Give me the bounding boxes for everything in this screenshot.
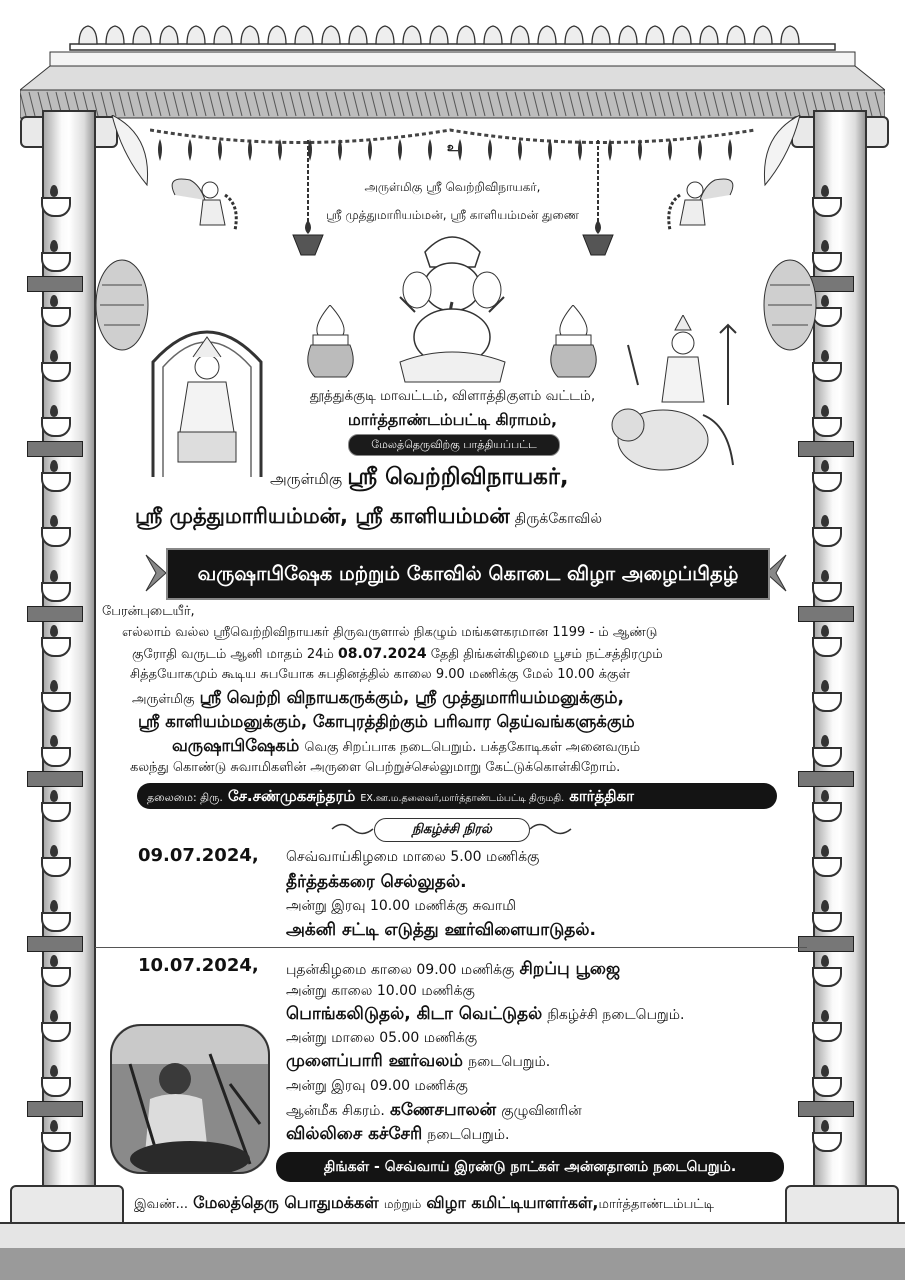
- street-badge: மேலத்தெருவிற்கு பாத்தியப்பட்ட: [348, 434, 560, 456]
- day2-time-5a: ஆன்மீக சிகரம்.: [286, 1103, 385, 1119]
- crest-dome-icon: [349, 26, 367, 44]
- lamp-flame-icon: [50, 570, 58, 582]
- flourish-left-icon: [330, 820, 375, 838]
- crest-dome-icon: [241, 26, 259, 44]
- footer-name-2: விழா கமிட்டியாளர்கள்,: [426, 1193, 599, 1212]
- lamp-flame-icon: [50, 185, 58, 197]
- roof-band: [20, 50, 885, 120]
- hanging-lamp-icon: [578, 140, 618, 270]
- lamp-flame-icon: [821, 295, 829, 307]
- crest-dome-icon: [673, 26, 691, 44]
- day1-time-2: அன்று இரவு 10.00 மணிக்கு சுவாமி: [286, 898, 516, 914]
- temple-suffix: திருக்கோவில்: [514, 511, 602, 527]
- lamp-flame-icon: [821, 570, 829, 582]
- greeting: பேரன்புடையீர்,: [102, 604, 195, 619]
- intro-line-2a: குரோதி வருடம் ஆனி மாதம் 24ம்: [132, 647, 334, 662]
- lamp-flame-icon: [821, 405, 829, 417]
- lamp-flame-icon: [821, 735, 829, 747]
- lamp-flame-icon: [50, 845, 58, 857]
- ganesha-icon: [385, 222, 520, 387]
- kalash-icon: [546, 305, 601, 383]
- crest-dome-icon: [295, 26, 313, 44]
- day2-event-5: வில்லிசை கச்சேரி: [286, 1124, 423, 1144]
- program-title: நிகழ்ச்சி நிரல்: [374, 818, 530, 842]
- lamp-flame-icon: [821, 185, 829, 197]
- day2-line-8: [286, 1124, 509, 1146]
- crest-dome-icon: [160, 26, 178, 44]
- pillar-band: [798, 441, 854, 457]
- intro-line-6: [172, 736, 640, 758]
- crest-dome-icon: [322, 26, 340, 44]
- crest-dome-icon: [268, 26, 286, 44]
- crest-dome-icon: [646, 26, 664, 44]
- lamp-flame-icon: [821, 845, 829, 857]
- event-date: 08.07.2024: [338, 646, 427, 662]
- lamp-flame-icon: [821, 350, 829, 362]
- banana-leaves-icon: [750, 115, 820, 355]
- lamp-flame-icon: [821, 955, 829, 967]
- day2-performer: கணேசபாலன்: [389, 1100, 497, 1120]
- footer-name-1: மேலத்தெரு பொதுமக்கள்: [193, 1193, 379, 1212]
- lamp-flame-icon: [50, 1120, 58, 1132]
- blessing-line-2: ஸ்ரீ முத்துமாரியம்மன், ஸ்ரீ காளியம்மன் துணை: [325, 208, 580, 222]
- day2-time-5c: குழுவினரின்: [501, 1103, 582, 1119]
- lamp-flame-icon: [821, 900, 829, 912]
- lamp-flame-icon: [821, 515, 829, 527]
- presided-name-1: சே.சண்முகசுந்தரம்: [227, 787, 356, 805]
- village-line: மார்த்தாண்டம்பட்டி கிராமம்,: [347, 410, 558, 429]
- day2-date: 10.07.2024,: [138, 955, 259, 976]
- pillaiyar-suzhi: உ: [447, 140, 458, 154]
- lamp-flame-icon: [50, 955, 58, 967]
- footer-place: மார்த்தாண்டம்பட்டி: [598, 1197, 715, 1212]
- garland-drop-icon: [218, 139, 222, 161]
- performer-photo: [110, 1024, 270, 1174]
- day2-time-1: புதன்கிழமை காலை 09.00 மணிக்கு: [286, 962, 515, 978]
- roof-crest: [60, 22, 845, 52]
- lamp-flame-icon: [50, 240, 58, 252]
- lamp-flame-icon: [50, 295, 58, 307]
- crest-dome-icon: [700, 26, 718, 44]
- footer-prefix: இவண்...: [134, 1197, 189, 1212]
- crest-dome-icon: [754, 26, 772, 44]
- intro-line-6a: வருஷாபிஷேகம்: [172, 736, 300, 755]
- day2-event-3-suffix: நடைபெறும்.: [468, 1054, 551, 1070]
- crest-dome-icon: [403, 26, 421, 44]
- crest-dome-icon: [457, 26, 475, 44]
- day1-event-2: அக்னி சட்டி எடுத்து ஊர்விளையாடுதல்.: [286, 920, 596, 940]
- temple-prefix: அருள்மிகு: [270, 470, 343, 488]
- crest-dome-icon: [79, 26, 97, 44]
- lamp-flame-icon: [821, 240, 829, 252]
- floor-shadow: [0, 1248, 905, 1280]
- day2-line-7: [286, 1100, 582, 1122]
- intro-line-4a: அருள்மிகு: [132, 692, 195, 707]
- presided-bar: [137, 783, 777, 809]
- lamp-flame-icon: [821, 625, 829, 637]
- crest-dome-icon: [592, 26, 610, 44]
- crest-dome-icon: [133, 26, 151, 44]
- crest-dome-icon: [619, 26, 637, 44]
- invitation-banner: வருஷாபிஷேக மற்றும் கோவில் கொடை விழா அழைப்பிதழ்: [166, 548, 770, 600]
- pillar-band: [798, 936, 854, 952]
- crest-dome-icon: [106, 26, 124, 44]
- day2-time-3: அன்று மாலை 05.00 மணிக்கு: [286, 1030, 478, 1046]
- crest-dome-icon: [430, 26, 448, 44]
- intro-line-5: ஸ்ரீ காளியம்மனுக்கும், கோபுரத்திற்கும் பரிவார தெய்வங்களுக்கும்: [138, 712, 635, 731]
- pillar-band: [798, 606, 854, 622]
- crest-dome-icon: [781, 26, 799, 44]
- lamp-flame-icon: [821, 1065, 829, 1077]
- crest-dome-icon: [187, 26, 205, 44]
- divider: [95, 947, 807, 948]
- day2-line-5: [286, 1051, 550, 1073]
- temple-name-2: ஸ்ரீ முத்துமாரியம்மன், ஸ்ரீ காளியம்மன்: [135, 504, 510, 528]
- crest-dome-icon: [511, 26, 529, 44]
- footer-line: [134, 1193, 714, 1214]
- crest-dome-icon: [376, 26, 394, 44]
- lamp-flame-icon: [50, 350, 58, 362]
- lamp-flame-icon: [50, 515, 58, 527]
- day1-date: 09.07.2024,: [138, 845, 259, 866]
- intro-line-2: [132, 646, 663, 663]
- pillar-band: [27, 1101, 83, 1117]
- district-line: தூத்துக்குடி மாவட்டம், விளாத்திகுளம் வட்டம்,: [309, 388, 596, 404]
- garland-drop-icon: [728, 139, 732, 161]
- intro-line-1: எல்லாம் வல்ல ஸ்ரீவெற்றிவிநாயகர் திருவருளால் நிகழும் மங்களகரமான 1199 - ம் ஆண்டு: [122, 625, 658, 640]
- lamp-flame-icon: [821, 680, 829, 692]
- garland-drop-icon: [668, 139, 672, 161]
- floor-base: [0, 1222, 905, 1250]
- temple-name-1: ஸ்ரீ வெற்றிவிநாயகர்,: [347, 464, 569, 490]
- intro-line-6b: வெகு சிறப்பாக நடைபெறும். பக்தகோடிகள் அனைவரும்: [304, 740, 641, 755]
- lamp-flame-icon: [50, 790, 58, 802]
- banner-ornament-left: [144, 553, 168, 593]
- kalash-icon: [303, 305, 358, 383]
- presided-name-2: கார்த்திகா: [569, 787, 634, 805]
- pillar-band: [27, 276, 83, 292]
- angel-icon: [660, 165, 740, 240]
- lamp-flame-icon: [50, 735, 58, 747]
- temple-line-1: [270, 464, 569, 500]
- lamp-flame-icon: [821, 1010, 829, 1022]
- intro-line-7: கலந்து கொண்டு சுவாமிகளின் அருளை பெற்றுச்செல்லுமாறு கேட்டுக்கொள்கிறோம்.: [130, 760, 621, 775]
- annadhanam-badge: திங்கள் - செவ்வாய் இரண்டு நாட்கள் அன்னதானம் நடைபெறும்.: [276, 1152, 784, 1182]
- pillar-band: [27, 771, 83, 787]
- lamp-flame-icon: [50, 1010, 58, 1022]
- day2-event-5-suffix: நடைபெறும்.: [427, 1127, 510, 1143]
- presided-label: தலைமை: திரு.: [147, 791, 223, 804]
- lamp-flame-icon: [50, 405, 58, 417]
- day2-line-3: [286, 1004, 684, 1026]
- day2-line-1: [286, 959, 620, 981]
- temple-line-2: [135, 504, 602, 540]
- lamp-flame-icon: [50, 900, 58, 912]
- garland-drop-icon: [698, 139, 702, 161]
- lamp-flame-icon: [821, 790, 829, 802]
- intro-line-3: சித்தயோகமும் கூடிய சுபயோக சுபதினத்தில் காலை 9.00 மணிக்கு மேல் 10.00 க்குள்: [130, 667, 631, 682]
- lamp-flame-icon: [50, 680, 58, 692]
- crest-dome-icon: [538, 26, 556, 44]
- day2-event-2: பொங்கலிடுதல், கிடா வெட்டுதல்: [286, 1004, 543, 1024]
- day2-event-2-suffix: நிகழ்ச்சி நடைபெறும்.: [547, 1007, 685, 1023]
- day2-time-4: அன்று இரவு 09.00 மணிக்கு: [286, 1078, 468, 1094]
- lamp-flame-icon: [821, 460, 829, 472]
- footer-mid: மற்றும்: [383, 1197, 422, 1211]
- lamp-flame-icon: [821, 1120, 829, 1132]
- day2-event-3: முளைப்பாரி ஊர்வலம்: [286, 1051, 463, 1071]
- pillar-band: [27, 441, 83, 457]
- blessing-line-1: அருள்மிகு ஸ்ரீ வெற்றிவிநாயகர்,: [364, 180, 541, 194]
- crest-dome-icon: [214, 26, 232, 44]
- pillar-band: [27, 606, 83, 622]
- crest-dome-icon: [484, 26, 502, 44]
- day2-event-1: சிறப்பு பூஜை: [519, 959, 621, 979]
- lamp-flame-icon: [50, 625, 58, 637]
- pillar-band: [798, 1101, 854, 1117]
- flourish-right-icon: [528, 820, 573, 838]
- presided-middle: EX.ஊ.ம.தலைவர்,மார்த்தாண்டம்பட்டி திருமதி.: [360, 793, 565, 804]
- day1-time-1: செவ்வாய்கிழமை மாலை 5.00 மணிக்கு: [286, 849, 540, 865]
- lamp-flame-icon: [50, 460, 58, 472]
- intro-line-4b: ஸ்ரீ வெற்றி விநாயகருக்கும், ஸ்ரீ முத்துமாரியம்மனுக்கும்,: [199, 688, 624, 707]
- angel-icon: [165, 165, 245, 240]
- crest-dome-icon: [727, 26, 745, 44]
- intro-line-2b: தேதி திங்கள்கிழமை பூசம் நட்சத்திரமும்: [430, 647, 663, 662]
- lamp-flame-icon: [50, 1065, 58, 1077]
- mariamman-icon: [148, 312, 266, 480]
- pillar-band: [27, 936, 83, 952]
- day2-time-2: அன்று காலை 10.00 மணிக்கு: [286, 983, 475, 999]
- hanging-lamp-icon: [288, 140, 328, 270]
- intro-line-4: [132, 688, 624, 710]
- pillar-band: [798, 771, 854, 787]
- crest-dome-icon: [565, 26, 583, 44]
- garland-drop-icon: [188, 139, 192, 161]
- day1-event-1: தீர்த்தக்கரை செல்லுதல்.: [286, 872, 467, 892]
